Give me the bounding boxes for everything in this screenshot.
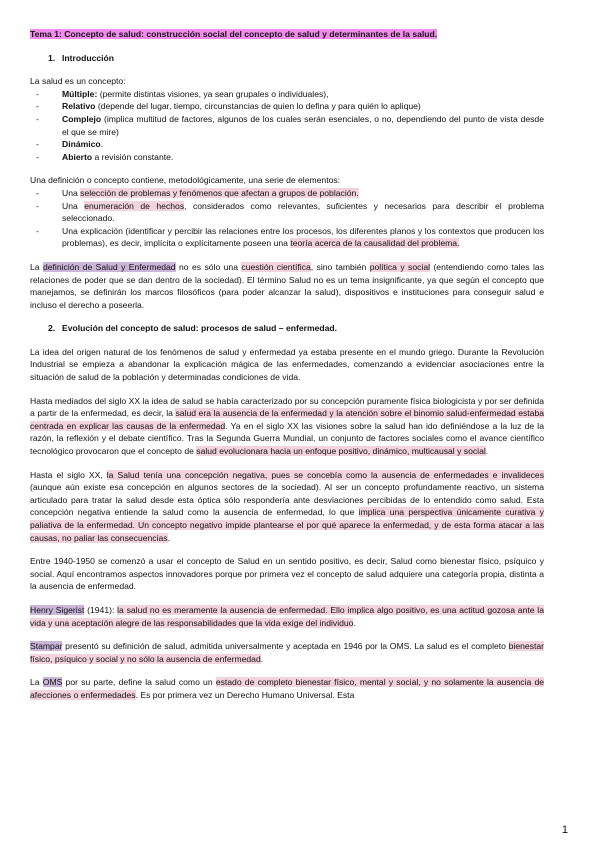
section-heading-2: 2. Evolución del concepto de salud: procesos de salud – enfermedad. — [48, 323, 338, 334]
list-item: - Una explicación (identificar y percibir las relaciones entre los procesos, los diferentes planos y los contextos que producen los problemas), es decir, implícita o explícitamente poseen una teoría acerca de la causalidad del problema. — [30, 225, 544, 250]
page-number: 1 — [561, 824, 568, 836]
paragraph-1940: Entre 1940-1950 se comenzó a usar el concepto de Salud en un sentido positivo, es decir, Salud como bienestar físico, psíquico y social. Aquí encontramos aspectos innovadores porque por primera vez el concepto de salud adquiere una categoría propia, distinta a la ausencia de enfermedad. — [30, 556, 544, 592]
intro-text: La salud es un concepto: — [30, 76, 126, 87]
document-title — [30, 28, 544, 41]
paragraph-oms: La OMS por su parte, define la salud como un estado de completo bienestar físico, mental y social, y no solamente la ausencia de afecciones o enfermedades. Es por primera vez un Derecho Humano Universal. Esta — [30, 677, 545, 700]
paragraph-negative: Hasta el siglo XX, la Salud tenía una concepción negativa, pues se concebía como la ausencia de enfermedades e invalideces (aunque aún existe esa concepción en algunos sectores de la sociedad). Al ser un concepto profundamente reactivo, un sistema articulado para tratar la salud desde esta óptica sólo respondería ante desviaciones percibidas de lo entendido como salud. Esta concepción negativa entiende la salud como la ausencia de enfermedad, lo que implica una perspectiva únicamente curativa y paliativa de la enfermedad. Un concepto negativo impide plantearse el por qué aparece la enfermedad, y de esta forma atacar a las causas, no paliar las consecuencias. — [30, 469, 545, 543]
definition-intro: Una definición o concepto contiene, metodológicamente, una serie de elementos: — [30, 175, 341, 186]
list-item: - Complejo (implica multitud de factores, algunos de los cuales serán esenciales, o no, dependiendo del punto de vista desde el que se mire) — [30, 113, 544, 138]
list-item: - Una enumeración de hechos, considerados como relevantes, suficientes y necesarios para describir el problema seleccionado. — [30, 200, 544, 225]
elements-list — [30, 187, 544, 250]
list-item: - Abierto a revisión constante. — [30, 151, 544, 164]
list-item: - Una selección de problemas y fenómenos que afectan a grupos de población. — [30, 187, 544, 200]
document-body — [30, 28, 544, 702]
title-text: Tema 1: Concepto de salud: construcción social del concepto de salud y determinantes de la salud. — [30, 29, 438, 39]
list-item: - Múltiple: (permite distintas visiones, ya sean grupales o individuales), — [30, 88, 544, 101]
list-item: - Dinámico. — [30, 138, 544, 151]
concept-list — [30, 88, 544, 164]
paragraph-origin: La idea del origen natural de los fenómenos de salud y enfermedad ya estaba presente en el mundo griego. Durante la Revolución Industrial se empieza a abandonar la explicación mágica de las enfermedades, comenzando a evidenciar asociaciones entre la situación de salud de la población y determinadas condiciones de vida. — [30, 346, 544, 383]
paragraph-mid-xx: Hasta mediados del siglo XX la idea de salud se había caracterizado por su concepción puramente física biologicista y por ser definida a partir de la enfermedad, es decir, la salud era la ausencia de la enfermedad y la atención sobre el binomio salud-enfermedad estaba centrada en explicar las causas de la enfermedad. Ya en el siglo XX las visiones sobre la salud han ido definiéndose a la luz de la razón, la reflexión y el debate científico. Tras la Segunda Guerra Mundial, un conjunto de factores sociales como el avance científico tecnológico provocaron que el concepto de salud evolucionara hacia un enfoque positivo, dinámico, multicausal y social. — [30, 395, 544, 457]
paragraph-definition: La definición de Salud y Enfermedad no es sólo una cuestión científica, sino también política y social (entendiendo como tales las relaciones de poder que se dan dentro de la sociedad). El término Salud no es un tema insignificante, ya que según el concepto que manejamos, se definirán los marcos filosóficos (para poder alcanzar la salud), dispositivos e instituciones para conseguir salud e incluso el derecho a poseerla. — [30, 261, 545, 310]
paragraph-sigerist: Henry Sigerist (1941): la salud no es meramente la ausencia de enfermedad. Ello implica algo positivo, es una actitud gozosa ante la vida y una aceptación alegre de las responsabilidades que la vida exige del individuo. — [30, 604, 544, 628]
paragraph-stampar: Stampar presentó su definición de salud, admitida universalmente y aceptada en 1946 por la OMS. La salud es el completo bienestar físico, psíquico y social y no sólo la ausencia de enfermedad. — [30, 641, 544, 664]
section-heading-1: 1. Introducción — [48, 52, 115, 63]
list-item: - Relativo (depende del lugar, tiempo, circunstancias de quien lo defina y para quién lo aplique) — [30, 100, 544, 113]
